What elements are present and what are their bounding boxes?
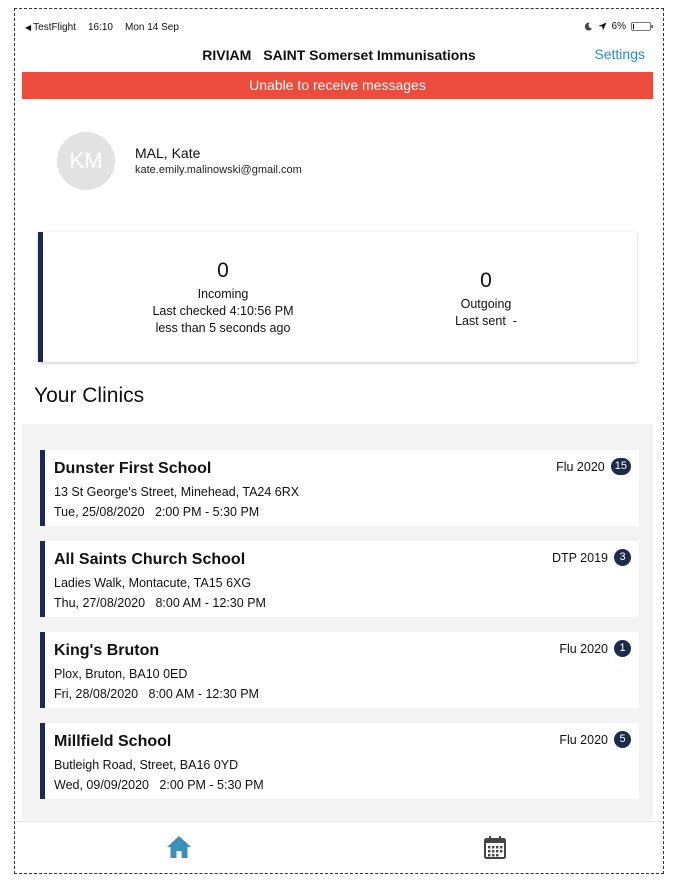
- user-email: kate.emily.malinowski@gmail.com: [135, 164, 302, 176]
- clinic-datetime: Fri, 28/08/2020 8:00 AM - 12:30 PM: [54, 687, 259, 701]
- clinic-count-badge: 15: [611, 458, 631, 475]
- clinic-programme: Flu 2020: [556, 459, 605, 474]
- outgoing-count: 0: [480, 269, 492, 292]
- status-time: 16:10: [87, 22, 113, 33]
- incoming-count: 0: [217, 259, 229, 282]
- clinic-programme: Flu 2020: [559, 641, 608, 656]
- clinic-name: All Saints Church School: [54, 551, 246, 568]
- back-app-label[interactable]: TestFlight: [33, 22, 76, 33]
- clinic-address: 13 St George's Street, Minehead, TA24 6RX: [54, 485, 300, 499]
- calendar-icon: [480, 832, 510, 862]
- outgoing-label: Outgoing: [460, 297, 512, 311]
- avatar: KM: [57, 132, 115, 190]
- outgoing-stats: [411, 269, 561, 330]
- clinic-card[interactable]: [40, 632, 639, 708]
- clinic-name: Millfield School: [54, 733, 172, 750]
- clinic-card[interactable]: [40, 541, 639, 617]
- moon-icon: [584, 22, 593, 31]
- status-date: Mon 14 Sep: [124, 22, 179, 33]
- page-title: [15, 47, 663, 63]
- clinic-address: Plox, Bruton, BA10 0ED: [54, 667, 188, 681]
- clinic-datetime: Thu, 27/08/2020 8:00 AM - 12:30 PM: [54, 596, 266, 610]
- clinics-heading: Your Clinics: [34, 384, 145, 407]
- tab-bar: [15, 821, 663, 874]
- clinic-programme: Flu 2020: [559, 732, 608, 747]
- tab-calendar[interactable]: [480, 832, 510, 862]
- battery-icon: [631, 22, 651, 31]
- back-to-app-icon[interactable]: ◀: [25, 23, 32, 32]
- clinic-count-badge: 5: [614, 731, 631, 748]
- connection-alert-banner: Unable to receive messages: [22, 72, 653, 99]
- clinic-datetime: Tue, 25/08/2020 2:00 PM - 5:30 PM: [54, 505, 260, 519]
- last-checked-ago: less than 5 seconds ago: [155, 321, 291, 335]
- clinic-card[interactable]: [40, 723, 639, 799]
- clinic-name: King's Bruton: [54, 642, 160, 659]
- status-bar: [15, 9, 663, 39]
- clinic-programme: DTP 2019: [551, 550, 608, 565]
- brand-name: RIVIAM: [202, 47, 252, 63]
- clinic-card[interactable]: [40, 450, 639, 526]
- last-sent: Last sent -: [455, 314, 517, 328]
- clinic-count-badge: 3: [614, 549, 631, 566]
- app-title: SAINT Somerset Immunisations: [263, 47, 476, 63]
- clinics-list: [22, 424, 653, 820]
- user-name: MAL, Kate: [135, 145, 201, 161]
- nav-bar: [15, 45, 663, 71]
- clinic-count-badge: 1: [614, 640, 631, 657]
- incoming-stats: [103, 259, 343, 337]
- incoming-label: Incoming: [197, 287, 249, 301]
- battery-percent: 6%: [611, 21, 626, 32]
- last-checked: Last checked 4:10:56 PM: [152, 304, 294, 318]
- clinic-address: Ladies Walk, Montacute, TA15 6XG: [54, 576, 252, 590]
- location-arrow-icon: [598, 22, 607, 31]
- clinic-address: Butleigh Road, Street, BA16 0YD: [54, 758, 239, 772]
- clinic-datetime: Wed, 09/09/2020 2:00 PM - 5:30 PM: [54, 778, 264, 792]
- settings-button[interactable]: Settings: [594, 46, 645, 62]
- app-window: [14, 8, 664, 874]
- home-icon: [164, 832, 194, 862]
- tab-home[interactable]: [164, 832, 194, 862]
- clinic-name: Dunster First School: [54, 460, 212, 477]
- message-stats-card: [38, 232, 637, 362]
